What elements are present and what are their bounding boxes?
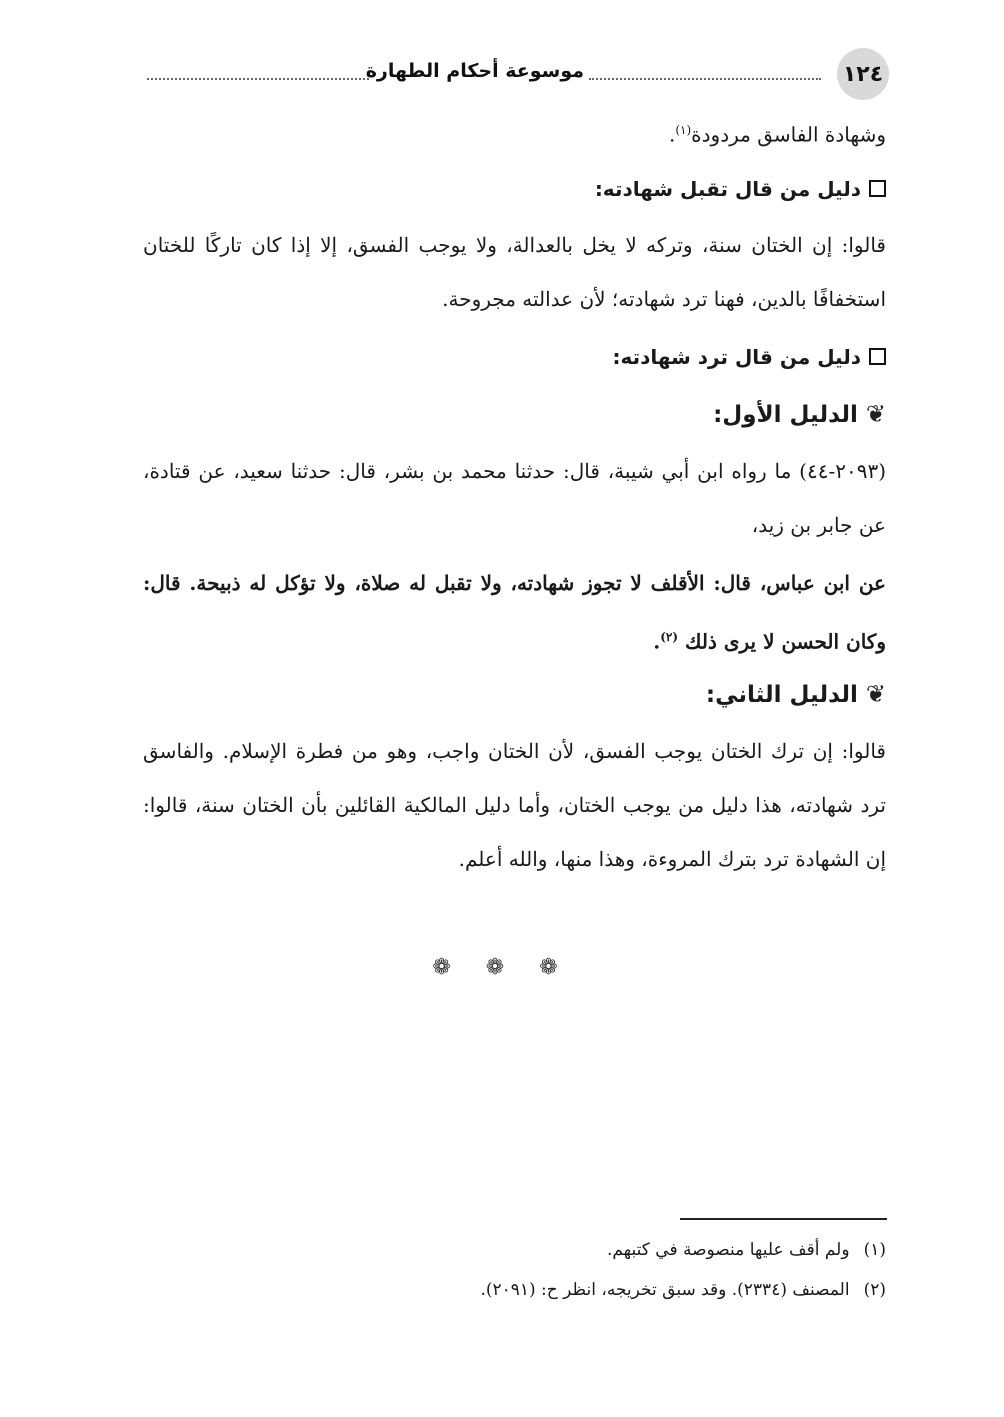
opening-line-text: وشهادة الفاسق مردودة — [691, 122, 886, 147]
footnote-1 — [607, 1238, 886, 1262]
section-heading-accept — [143, 174, 886, 204]
section-heading-reject-text: دليل من قال ترد شهادته: — [612, 345, 861, 369]
section-heading-reject — [143, 342, 886, 372]
header-dotted-rule-right — [589, 78, 821, 80]
footnote-rule — [680, 1218, 887, 1220]
page-header — [143, 48, 889, 100]
paragraph-hadith-chain: (٢٠٩٣-٤٤) ما رواه ابن أبي شيبة، قال: حدثنا محمد بن بشر، قال: حدثنا سعيد، عن قتادة، عن جابر بن زيد، — [143, 459, 886, 537]
flower-ornament-icon: ❦ — [865, 400, 886, 428]
footnote-2-text: المصنف (٢٣٣٤). وقد سبق تخريجه، انظر ح: (٢٠٩١). — [480, 1280, 850, 1300]
paragraph-accept-argument: قالوا: إن الختان سنة، وتركه لا يخل بالعدالة، ولا يوجب الفسق، إلا إذا كان تاركًا للختان استخفافًا بالدين، فهنا ترد شهادته؛ لأن عدالته مجروحة. — [143, 233, 886, 311]
section-separator-ornament: ❁ ❁ ❁ — [432, 955, 572, 980]
footnote-1-number: (١) — [863, 1240, 886, 1260]
checkbox-square-icon — [869, 348, 886, 365]
paragraph-hadith-text-body: عن ابن عباس، قال: الأقلف لا تجوز شهادته، ولا تقبل له صلاة، ولا تؤكل له ذبيحة. قال: وكان الحسن لا يرى ذلك — [143, 571, 886, 654]
page-number: ١٢٤ — [837, 48, 889, 100]
subheading-second-evidence — [143, 678, 886, 711]
opening-line: وشهادة الفاسق مردودة$^{(١)}$. — [668, 122, 886, 147]
checkbox-square-icon — [869, 180, 886, 197]
footnote-ref-1: (١) — [675, 123, 692, 137]
subheading-first-evidence — [143, 398, 886, 431]
paragraph-hadith-text: عن ابن عباس، قال: الأقلف لا تجوز شهادته، ولا تقبل له صلاة، ولا تؤكل له ذبيحة. قال: وكان الحسن لا يرى ذلك $^{(٢)}$. — [143, 571, 886, 654]
footnote-1-text: ولم أقف عليها منصوصة في كتبهم. — [606, 1240, 850, 1260]
paragraph-second-argument: قالوا: إن ترك الختان يوجب الفسق، لأن الختان واجب، وهو من فطرة الإسلام. والفاسق ترد شهادته، هذا دليل من يوجب الختان، وأما دليل المالكية القائلين بأن الختان سنة، قالوا: إن الشهادة ترد بترك المروءة، وهذا منها، والله أعلم. — [143, 739, 886, 871]
subheading-first-evidence-text: الدليل الأول: — [713, 402, 858, 428]
header-dotted-rule-left — [147, 78, 369, 80]
flower-ornament-icon: ❦ — [865, 680, 886, 708]
running-title: موسوعة أحكام الطهارة — [365, 60, 584, 82]
footnote-ref-2: (٢) — [660, 630, 679, 644]
section-heading-accept-text: دليل من قال تقبل شهادته: — [594, 177, 861, 201]
footnote-2-number: (٢) — [863, 1280, 886, 1300]
footnote-2 — [480, 1278, 886, 1302]
subheading-second-evidence-text: الدليل الثاني: — [705, 682, 858, 708]
